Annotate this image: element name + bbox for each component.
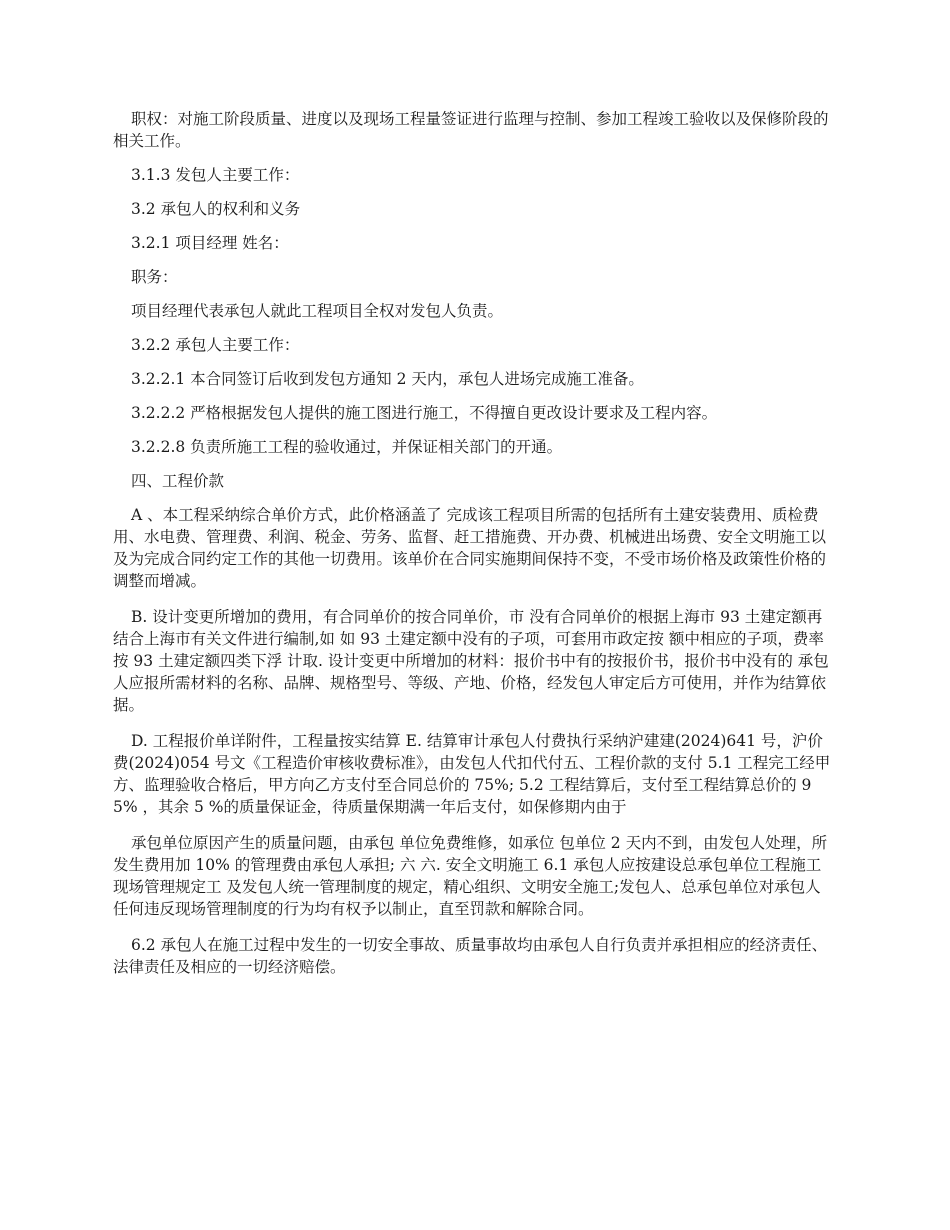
paragraph-quality-safety: 承包单位原因产生的质量问题，由承包 单位免费维修，如承位 包单位 2 天内不到，由发包人处理，所发生费用加 10% 的管理费由承包人承担; 六 六. 安全文明施工 6.1 承包人应按建设总承包单位工程施工现场管理规定工 及发包人统一管理制度的规定，精心组织、文明安全施工;发包人、总承包单位对承包人任何违反现场管理制度的行为均有权予以制止，直至罚款和解除合同。 <box>113 834 828 918</box>
heading-3-1-3: 3.1.3 发包人主要工作： <box>131 166 300 184</box>
paragraph-project-manager: 项目经理代表承包人就此工程项目全权对发包人负责。 <box>131 302 504 320</box>
paragraph-a-pricing: A 、本工程采纳综合单价方式，此价格涵盖了 完成该工程项目所需的包括所有土建安装费用、质检费用、水电费、管理费、利润、税金、劳务、监督、赶工措施费、开办费、机械进出场费、安全文明施工以及为完成合同约定工作的其他一切费用。该单价在合同实施期间保持不变，不受市场价格及政策性价格的调整而增减。 <box>113 506 827 590</box>
clause-3-2-2-2: 3.2.2.2 严格根据发包人提供的施工图进行施工，不得擅自更改设计要求及工程内容。 <box>131 404 718 422</box>
document-page <box>113 108 835 992</box>
paragraph-d-payment: D. 工程报价单详附件，工程量按实结算 E. 结算审计承包人付费执行采纳沪建建(2024)641 号，沪价费(2024)054 号文《工程造价审核收费标准》，由发包人代扣代付五、工程价款的支付 5.1 工程完工经甲方、监理验收合格后，甲方向乙方支付至合同总价的 75%; 5.2 工程结算后，支付至工程结算总价的 95% ，其余 5 %的质量保证金，待质量保期满一年后支付，如保修期内由于 <box>113 732 831 816</box>
section-4-heading: 四、工程价款 <box>131 472 225 490</box>
heading-3-2-2: 3.2.2 承包人主要工作： <box>131 336 300 354</box>
position-line: 职务： <box>131 268 178 286</box>
paragraph-6-2-liability: 6.2 承包人在施工过程中发生的一切安全事故、质量事故均由承包人自行负责并承担相应的经济责任、法律责任及相应的一切经济赔偿。 <box>113 936 828 976</box>
paragraph-authority: 职权：对施工阶段质量、进度以及现场工程量签证进行监理与控制、参加工程竣工验收以及保修阶段的相关工作。 <box>113 110 829 150</box>
heading-3-2-1: 3.2.1 项目经理 姓名： <box>131 234 289 252</box>
paragraph-b-design-change: B. 设计变更所增加的费用，有合同单价的按合同单价，市 没有合同单价的根据上海市 93 土建定额再结合上海市有关文件进行编制,如 如 93 土建定额中没有的子项，可套用市政定按 额中相应的子项，费率按 93 土建定额四类下浮 计取. 设计变更中所增加的材料：报价书中有的按报价书，报价书中没有的 承包人应报所需材料的名称、品牌、规格型号、等级、产地、价格，经发包人审定后方可使用，并作为结算依据。 <box>113 608 829 714</box>
heading-3-2: 3.2 承包人的权利和义务 <box>131 200 301 218</box>
clause-3-2-2-1: 3.2.2.1 本合同签订后收到发包方通知 2 天内，承包人进场完成施工准备。 <box>131 370 644 388</box>
clause-3-2-2-8: 3.2.2.8 负责所施工工程的验收通过，并保证相关部门的开通。 <box>131 438 563 456</box>
